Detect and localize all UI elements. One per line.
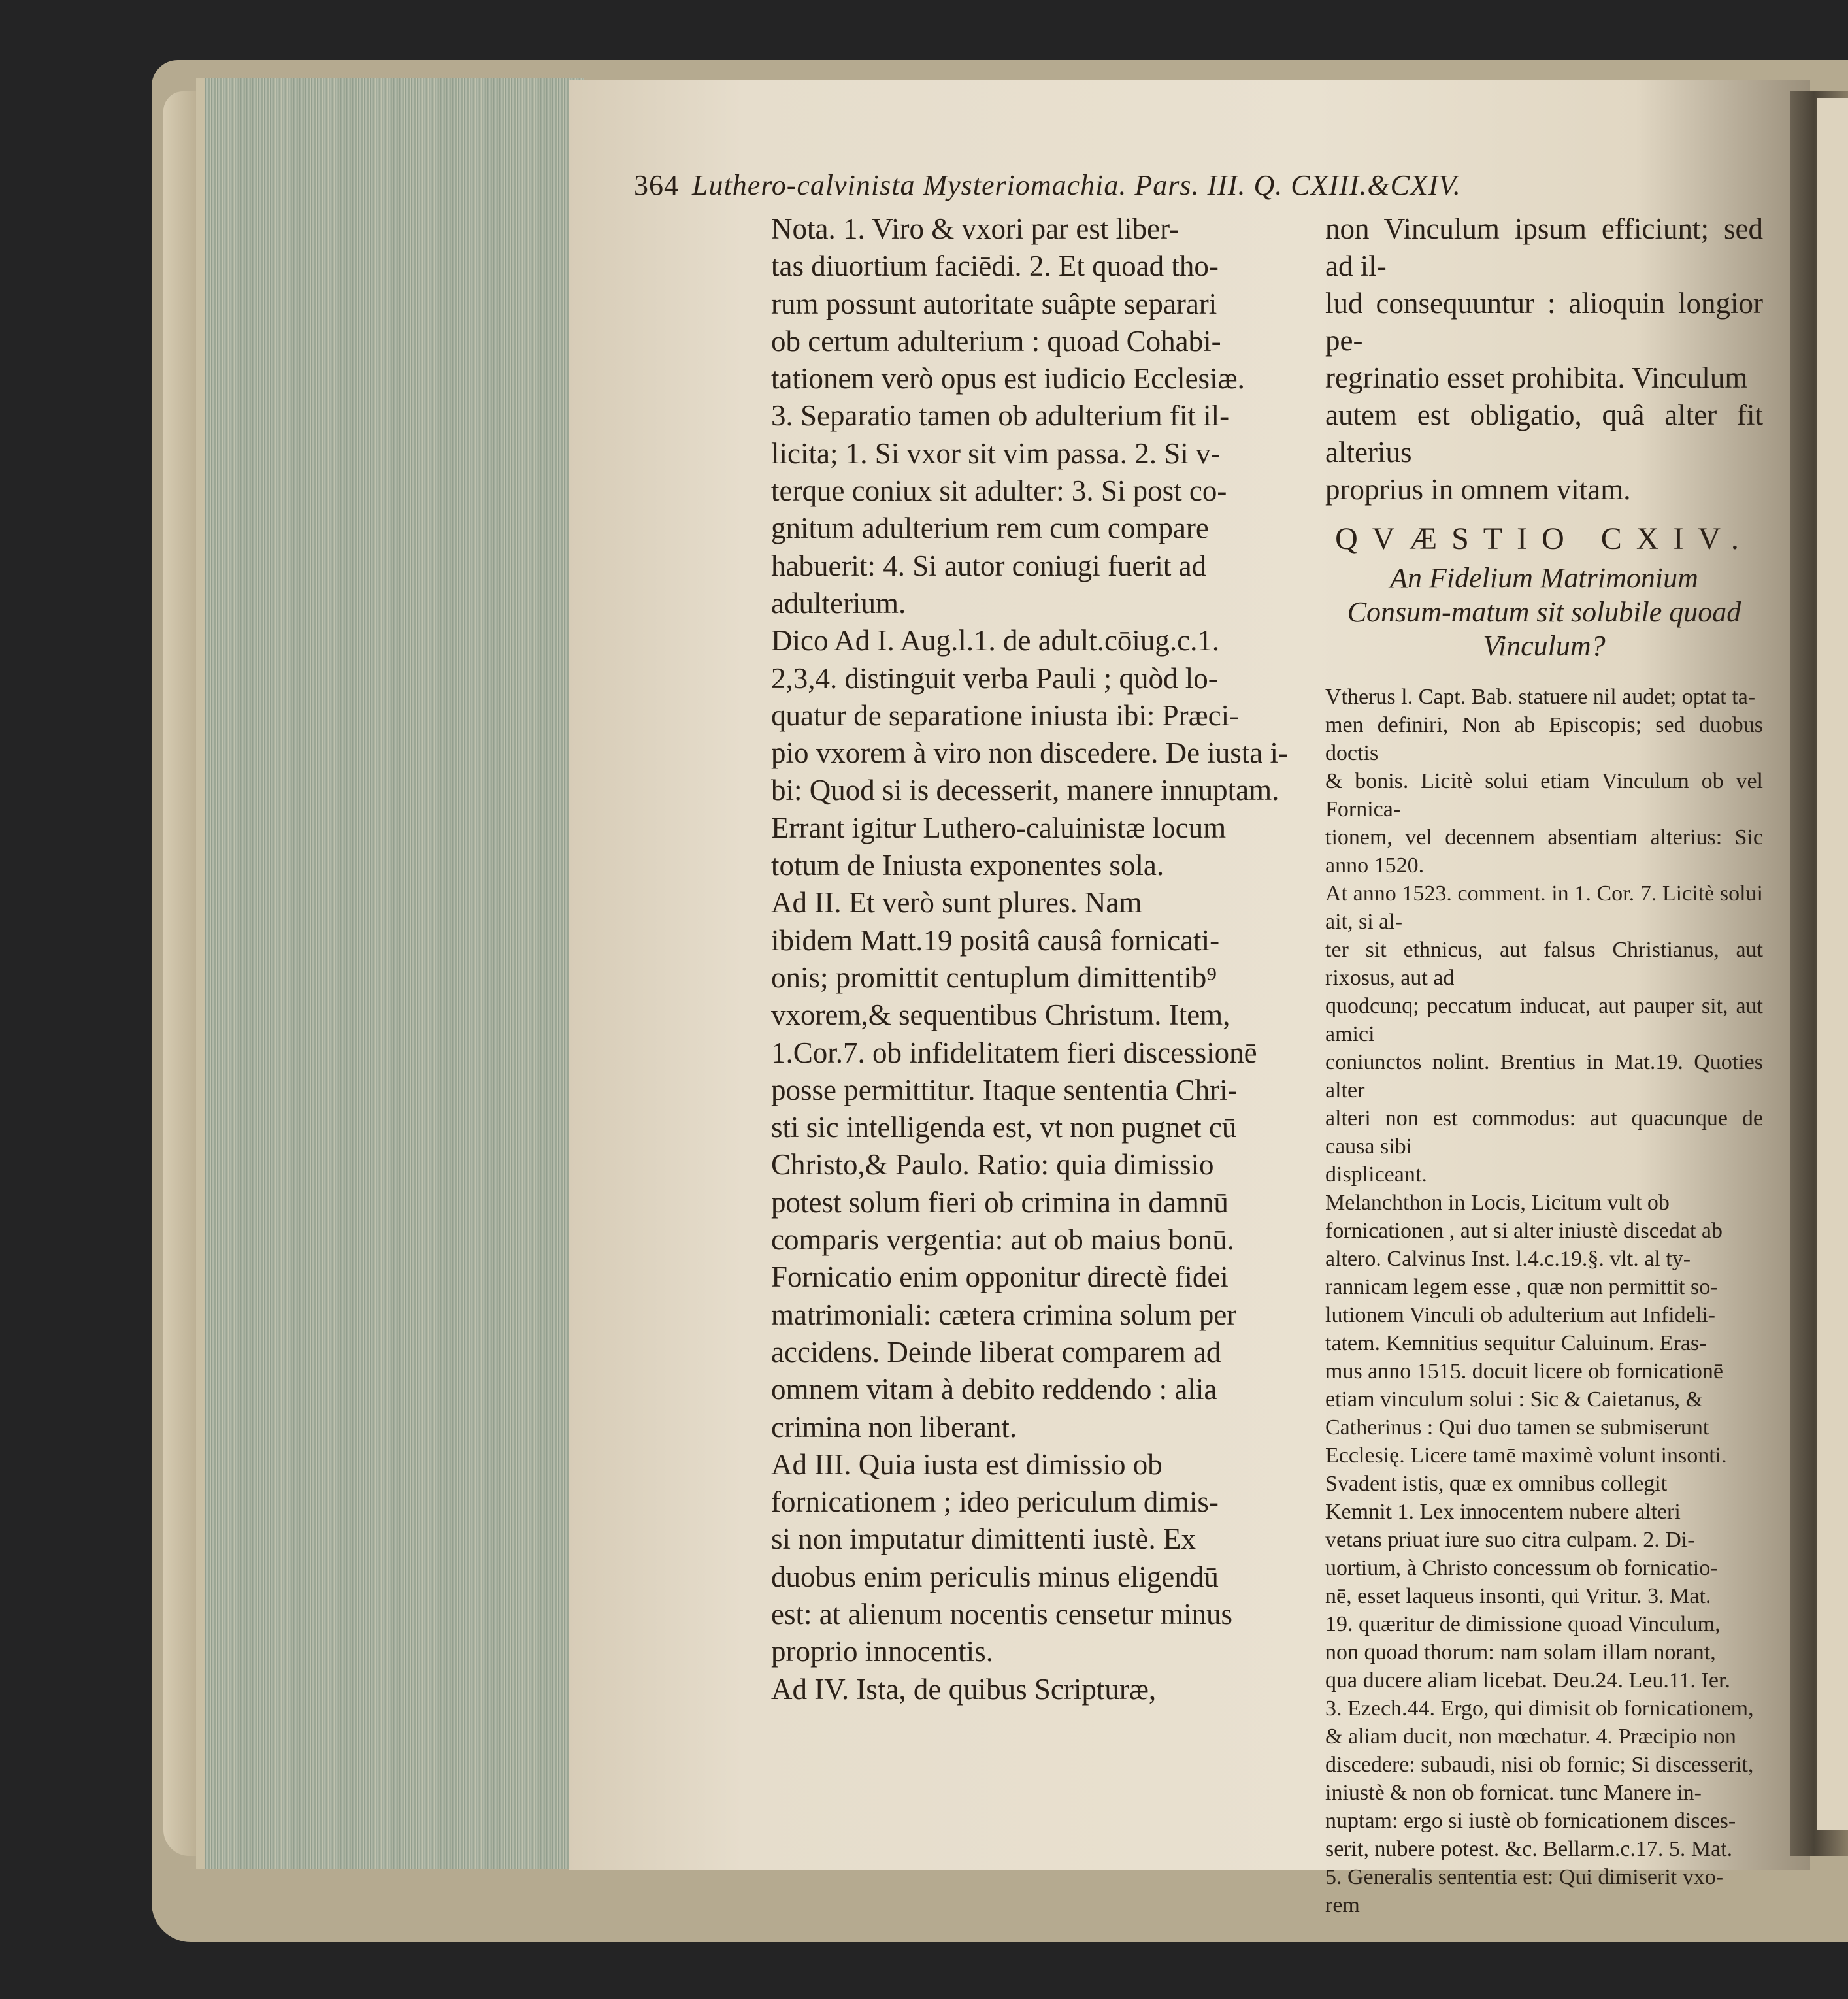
text-line: onis; promittit centuplum dimittentib⁹ xyxy=(771,961,1217,994)
text-line: Vtherus l. Capt. Bab. statuere nil audet; optat ta- xyxy=(1325,685,1756,709)
page-number: 364 xyxy=(634,169,679,201)
question-title: QVÆSTIO CXIV. xyxy=(1335,521,1753,556)
text-line: ob certum adulterium : quoad Cohabi- xyxy=(771,324,1221,357)
text-line: rannicam legem esse , quæ non permittit so- xyxy=(1325,1275,1718,1299)
text-line: iniustè & non ob fornicat. tunc Manere in- xyxy=(1325,1781,1702,1805)
text-line: proprio innocentis. xyxy=(771,1635,993,1668)
text-line: lud consequuntur : alioquin longior pe- xyxy=(1325,287,1763,357)
text-line: & aliam ducit, non mœchatur. 4. Præcipio non xyxy=(1325,1725,1736,1749)
text-line: omnem vitam à debito reddendo : alia xyxy=(771,1373,1217,1406)
text-line: Ad IV. Ista, de quibus Scripturæ, xyxy=(771,1672,1157,1706)
text-line: est: at alienum nocentis censetur minus xyxy=(771,1597,1233,1630)
text-line: fornicationen , aut si alter iniustè discedat ab xyxy=(1325,1219,1723,1243)
text-line: Catherinus : Qui duo tamen se submiserunt xyxy=(1325,1415,1709,1440)
text-line: 2,3,4. distinguit verba Pauli ; quòd lo- xyxy=(771,661,1218,695)
text-line: totum de Iniusta exponentes sola. xyxy=(771,849,1164,882)
text-line: 3. Separatio tamen ob adulterium fit il- xyxy=(771,399,1230,433)
text-line: autem est obligatio, quâ alter fit alterius xyxy=(1325,399,1763,469)
running-head xyxy=(634,169,1771,208)
text-line: quatur de separatione iniusta ibi: Præci- xyxy=(771,699,1240,732)
text-line: non Vinculum ipsum efficiunt; sed ad il- xyxy=(1325,212,1763,282)
text-line: tas diuortium faciēdi. 2. Et quoad tho- xyxy=(771,250,1219,283)
text-line: adulterium. xyxy=(771,586,906,620)
text-line: Kemnit 1. Lex innocentem nubere alteri xyxy=(1325,1500,1681,1524)
text-line: Svadent istis, quæ ex omnibus collegit xyxy=(1325,1472,1668,1496)
question-subtitle: An Fidelium Matrimonium Consum-matum sit solubile quoad Vinculum? xyxy=(1347,562,1741,662)
text-line: lutionem Vinculi ob adulterium aut Infideli- xyxy=(1325,1303,1715,1327)
page-edges xyxy=(196,78,584,1869)
text-line: tationem verò opus est iudicio Ecclesiæ. xyxy=(771,362,1245,395)
text-line: displiceant. xyxy=(1325,1163,1427,1187)
text-line: crimina non liberant. xyxy=(771,1410,1017,1444)
right-column-top xyxy=(1325,210,1763,508)
text-line: vetans priuat iure suo citra culpam. 2. Di- xyxy=(1325,1528,1695,1552)
text-line: ibidem Matt.19 positâ causâ fornicati- xyxy=(771,923,1220,957)
text-line: duobus enim periculis minus eligendū xyxy=(771,1560,1219,1593)
text-line: altero. Calvinus Inst. l.4.c.19.§. vlt. al ty- xyxy=(1325,1247,1691,1271)
facing-page-edge xyxy=(1817,98,1848,1830)
text-line: discedere: subaudi, nisi ob fornic; Si discesserit, xyxy=(1325,1753,1754,1777)
text-line: gnitum adulterium rem cum compare xyxy=(771,512,1209,545)
text-line: sti sic intelligenda est, vt non pugnet cū xyxy=(771,1111,1237,1144)
text-line: bi: Quod si is decesserit, manere innuptam. xyxy=(771,774,1279,807)
text-line: pio vxorem à viro non discedere. De iusta i- xyxy=(771,736,1289,770)
text-line: men definiri, Non ab Episcopis; sed duobus doctis xyxy=(1325,713,1763,765)
text-line: 19. quæritur de dimissione quoad Vinculum, xyxy=(1325,1612,1721,1636)
text-line: coniunctos nolint. Brentius in Mat.19. Quoties alter xyxy=(1325,1050,1763,1102)
text-line: potest solum fieri ob crimina in damnū xyxy=(771,1185,1229,1219)
text-line: Fornicatio enim opponitur directè fidei xyxy=(771,1261,1229,1294)
text-line: nuptam: ergo si iustè ob fornicationem disces- xyxy=(1325,1809,1736,1833)
text-line: terque coniux sit adulter: 3. Si post co- xyxy=(771,474,1227,508)
text-line: tionem, vel decennem absentiam alterius: Sic anno 1520. xyxy=(1325,825,1763,878)
text-line: Ecclesię. Licere tamē maximè volunt insonti. xyxy=(1325,1444,1727,1468)
text-line: comparis vergentia: aut ob maius bonū. xyxy=(771,1223,1235,1257)
running-title: Luthero-calvinista Mysteriomachia. Pars. III. Q. CXIII.&CXIV. xyxy=(692,169,1461,201)
text-line: si non imputatur dimittenti iustè. Ex xyxy=(771,1523,1196,1556)
text-line: rum possunt autoritate suâpte separari xyxy=(771,287,1217,320)
text-line: Dico Ad I. Aug.l.1. de adult.cōiug.c.1. xyxy=(771,624,1220,657)
text-line: serit, nubere potest. &c. Bellarm.c.17. 5. Mat. xyxy=(1325,1837,1733,1861)
text-line: vxorem,& sequentibus Christum. Item, xyxy=(771,999,1230,1032)
text-line: non quoad thorum: nam solam illam norant, xyxy=(1325,1640,1716,1664)
text-line: alteri non est commodus: aut quacunque de causa sibi xyxy=(1325,1106,1763,1159)
text-line: posse permittitur. Itaque sententia Chri- xyxy=(771,1073,1238,1106)
text-line: habuerit: 4. Si autor coniugi fuerit ad xyxy=(771,549,1207,582)
text-line: ter sit ethnicus, aut falsus Christianus, aut rixosus, aut ad xyxy=(1325,938,1763,990)
text-line: tatem. Kemnitius sequitur Caluinum. Eras- xyxy=(1325,1331,1707,1355)
text-line: Ad II. Et verò sunt plures. Nam xyxy=(771,886,1142,919)
right-column-body xyxy=(1325,683,1763,1919)
text-line: & bonis. Licitè solui etiam Vinculum ob vel Fornica- xyxy=(1325,769,1763,821)
text-line: Ad III. Quia iusta est dimissio ob xyxy=(771,1447,1163,1481)
text-line: 3. Ezech.44. Ergo, qui dimisit ob fornicationem, xyxy=(1325,1696,1754,1721)
text-line: licita; 1. Si vxor sit vim passa. 2. Si v- xyxy=(771,437,1221,470)
text-line: At anno 1523. comment. in 1. Cor. 7. Licitè solui ait, si al- xyxy=(1325,882,1763,934)
text-line: regrinatio esset prohibita. Vinculum xyxy=(1325,361,1748,394)
text-line: fornicationem ; ideo periculum dimis- xyxy=(771,1485,1219,1519)
right-column xyxy=(1325,210,1763,1919)
text-line: Christo,& Paulo. Ratio: quia dimissio xyxy=(771,1148,1214,1181)
text-line: Nota. 1. Viro & vxori par est liber- xyxy=(771,212,1180,245)
text-line: etiam vinculum solui : Sic & Caietanus, & xyxy=(1325,1387,1703,1412)
text-line: qua ducere aliam licebat. Deu.24. Leu.11. Ier. xyxy=(1325,1668,1730,1693)
text-line: Errant igitur Luthero-caluinistæ locum xyxy=(771,811,1227,844)
text-line: rem xyxy=(1325,1893,1360,1917)
text-line: 5. Generalis sententia est: Qui dimiserit vxo- xyxy=(1325,1865,1724,1889)
text-line: accidens. Deinde liberat comparem ad xyxy=(771,1335,1221,1368)
left-column xyxy=(771,210,1294,1708)
text-line: 1.Cor.7. ob infidelitatem fieri discessionē xyxy=(771,1036,1257,1069)
text-line: proprius in omnem vitam. xyxy=(1325,473,1631,506)
text-line: matrimoniali: cætera crimina solum per xyxy=(771,1298,1237,1331)
text-line: uortium, à Christo concessum ob fornicatio- xyxy=(1325,1556,1718,1580)
text-line: nē, esset laqueus insonti, qui Vritur. 3. Mat. xyxy=(1325,1584,1711,1608)
text-line: mus anno 1515. docuit licere ob fornicationē xyxy=(1325,1359,1723,1383)
text-line: Melanchthon in Locis, Licitum vult ob xyxy=(1325,1191,1670,1215)
text-line: quodcunq; peccatum inducat, aut pauper sit, aut amici xyxy=(1325,994,1763,1046)
